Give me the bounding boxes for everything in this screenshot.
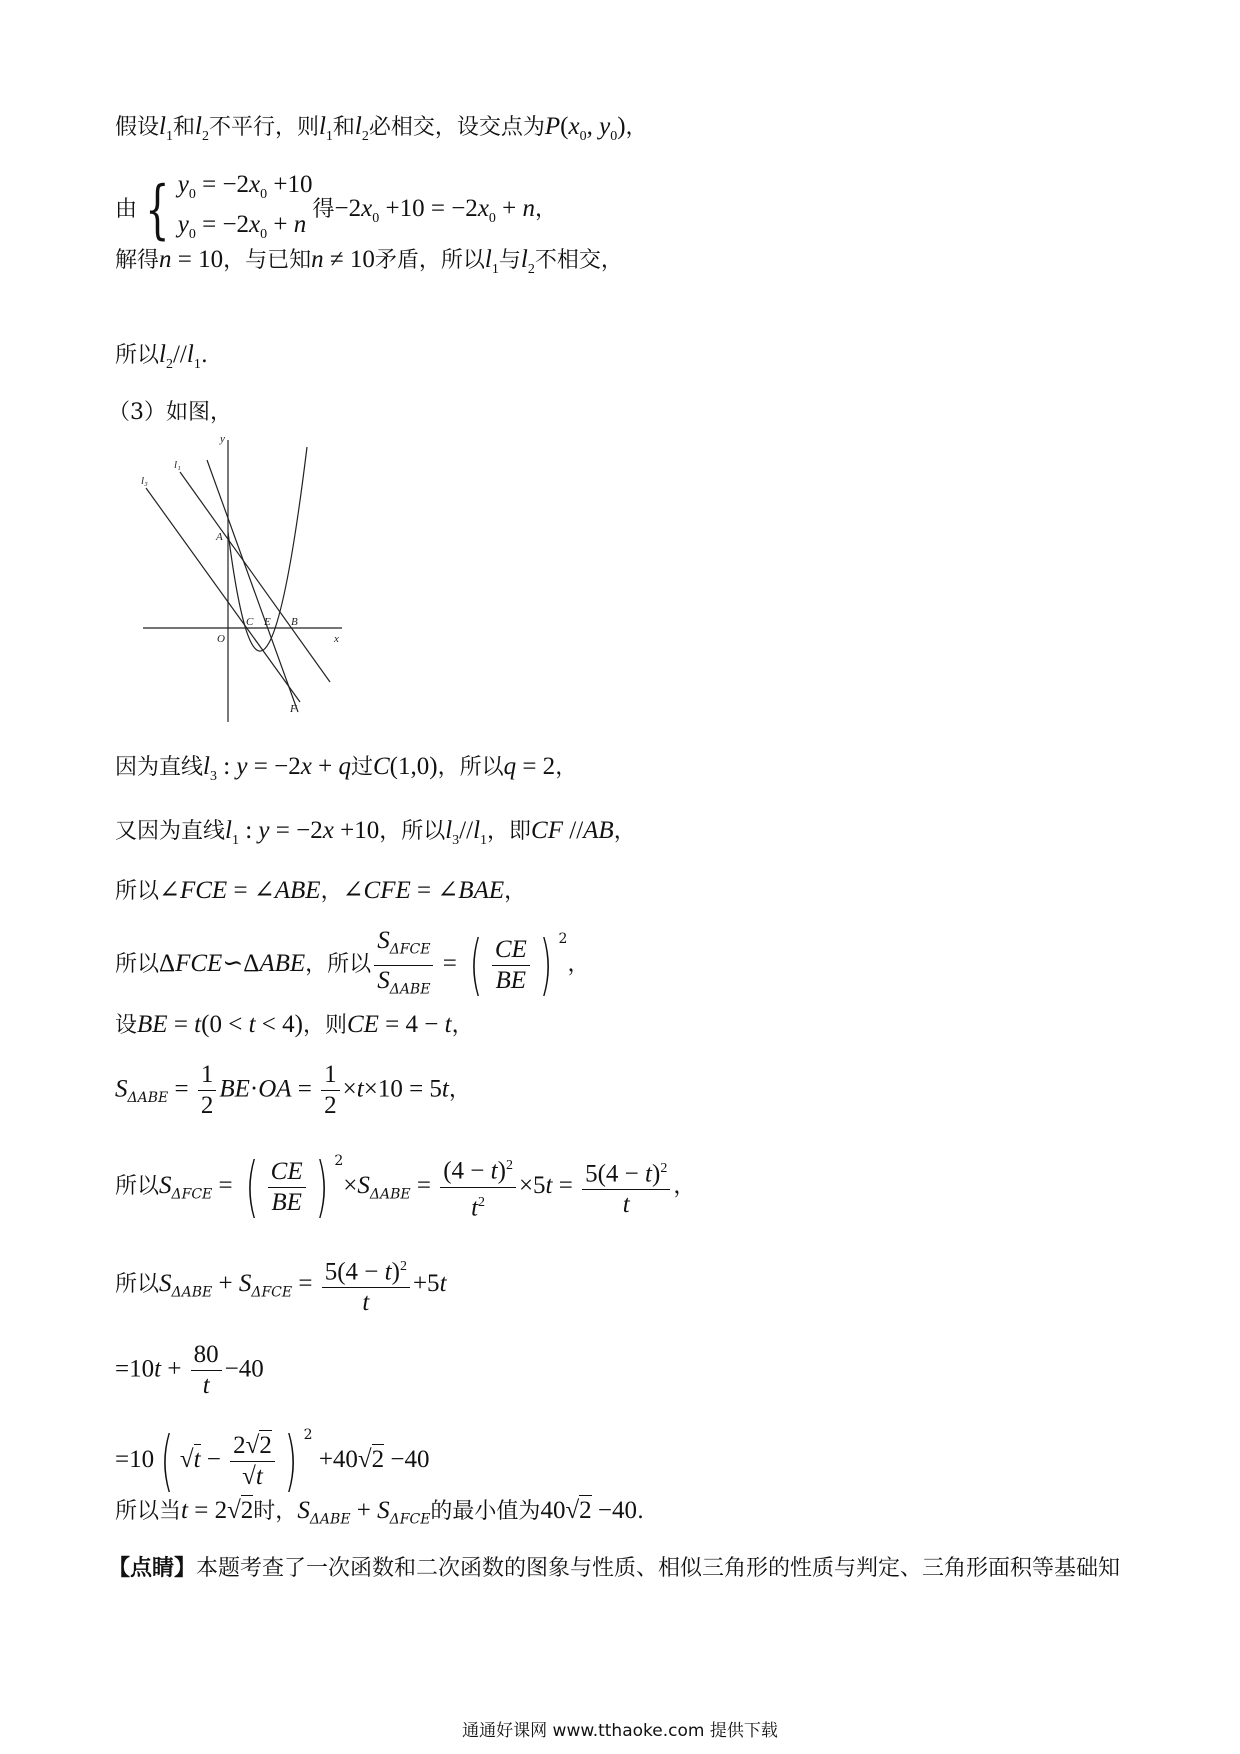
text: 解得: [115, 248, 160, 273]
text-line-11: $S_{\Delta ABE}$ = $\frac{1}{2}$ BE·OA = $\frac{1}{2}$ ×t×10 = 5t，: [115, 1061, 471, 1119]
text: ，: [625, 115, 648, 140]
text-line-16: 所以当t = 2√2时，$S_{\Delta ABE} + S_{\Delta FCE}$的最小值为40√2 −40.: [115, 1497, 645, 1528]
text: ，与已知: [223, 248, 312, 273]
text: 不平行，则: [208, 115, 319, 140]
text-line-17: [108, 1554, 1120, 1584]
point-F-label: F: [290, 703, 297, 715]
text-line-3: 解得n = 10，与已知n ≠ 10矛盾，所以$l_1$与$l_2$不相交，: [115, 246, 623, 277]
text: ，: [448, 1077, 471, 1103]
line-l3: [146, 488, 300, 702]
y-label: y: [220, 433, 225, 445]
text-line-12: 所以$S_{\Delta FCE}$ = ( $\frac{CE}{BE}$ ) $^2\times S_{\Delta ABE}$ = $\frac{(4 - t)^2}{t^2}$ ×5t = $\frac{5(4 - t)^2}{t}$ ，: [115, 1148, 696, 1225]
text: 假设: [115, 115, 160, 140]
text-line-2: 由 { $y_0 = -2x_0 +10$ $y_0 = -2x_0 + n$ 得$-2x_0 +10 = -2x_0 + n$，: [115, 171, 558, 247]
text: 与: [498, 248, 521, 273]
text: 不相交，: [534, 248, 623, 273]
text-line-9: 所以ΔFCE∽ΔABE，所以 $\frac{S_{\Delta FCE}}{S_{\Delta ABE}}$ = ( $\frac{CE}{BE}$ ) $^2$，: [115, 926, 590, 1003]
text: 所以: [115, 1174, 160, 1199]
text: 本题考查了一次函数和二次函数的图象与性质、相似三角形的性质与判定、三角形面积等基础知: [196, 1556, 1121, 1581]
text: 所以当: [115, 1499, 182, 1524]
function-graph-figure: [140, 432, 350, 722]
text: ，: [673, 1174, 696, 1199]
text: 必相交，设交点为: [368, 115, 545, 140]
text: ，即: [487, 819, 532, 844]
line-l1-label: l₁: [174, 459, 181, 471]
text: ，: [504, 879, 527, 904]
text: ，: [567, 952, 590, 977]
text: ，所以: [305, 952, 372, 977]
text: 和: [332, 115, 355, 140]
text-line-13: 所以$S_{\Delta ABE} + S_{\Delta FCE}$ = $\frac{5(4 - t)^2}{t}$ +5t: [115, 1252, 447, 1318]
text: 的最小值为: [430, 1499, 541, 1524]
text: 因为直线: [115, 755, 204, 780]
text: 又因为直线: [115, 819, 226, 844]
text: 所以: [115, 952, 160, 977]
point-C-label: C: [246, 616, 254, 628]
text-line-10: 设BE = t(0 < t < 4)，则CE = 4 − t，: [115, 1011, 474, 1038]
footer: 通通好课网 www.tthaoke.com 提供下载: [462, 1721, 778, 1741]
text-line-4: 所以$l_2//l_1$.: [115, 341, 208, 372]
text: 得: [312, 197, 335, 222]
text: 设: [115, 1013, 138, 1038]
text: ，: [613, 819, 636, 844]
line-l3-label: l₃: [141, 475, 148, 487]
text: ，所以: [437, 755, 504, 780]
origin-label: O: [217, 633, 225, 645]
text-line-1: 假设$l_1$和$l_2$不平行，则$l_1$和$l_2$必相交，设交点为$P(x_0$, $y_0$)，: [115, 113, 648, 144]
line-l1: [180, 472, 330, 682]
text: ，则: [302, 1013, 347, 1038]
text: ，: [535, 197, 558, 222]
text-line-8: 所以∠FCE = ∠ABE，∠CFE = ∠BAE，: [115, 877, 527, 904]
text: ，: [320, 879, 343, 904]
text: ，: [555, 755, 578, 780]
text: 所以: [115, 879, 160, 904]
point-A-label: A: [216, 531, 223, 543]
text-line-6: 因为直线$l_3$ : y = −2x + q过C(1,0)，所以q = 2，: [115, 753, 578, 784]
text: 所以: [115, 1272, 160, 1298]
text: 过: [350, 755, 373, 780]
text: ，所以: [379, 819, 446, 844]
text: 和: [172, 115, 195, 140]
text-line-15: =10( √t − $\frac{2√2}{√t}$ ) $^2$ +40√2 −40: [115, 1422, 430, 1499]
text-line-5: [108, 398, 232, 428]
line-AF: [207, 460, 298, 712]
text: 由: [115, 197, 138, 222]
x-label: x: [334, 633, 339, 645]
text: .: [637, 1499, 645, 1524]
comment-label: 【点睛】: [108, 1556, 197, 1581]
text: （3）如图，: [108, 400, 232, 425]
text: .: [200, 343, 208, 368]
text-line-7: 又因为直线$l_1$ : y = −2x +10，所以$l_3//l_1$，即CF //AB，: [115, 817, 636, 848]
point-B-label: B: [291, 616, 298, 628]
text: 时，: [253, 1499, 298, 1524]
text: 所以: [115, 343, 160, 368]
text-line-14: =10t + $\frac{80}{t}$ −40: [115, 1341, 264, 1399]
point-E-label: E: [264, 616, 271, 628]
text: ，: [451, 1013, 474, 1038]
text: 矛盾，所以: [374, 248, 485, 273]
